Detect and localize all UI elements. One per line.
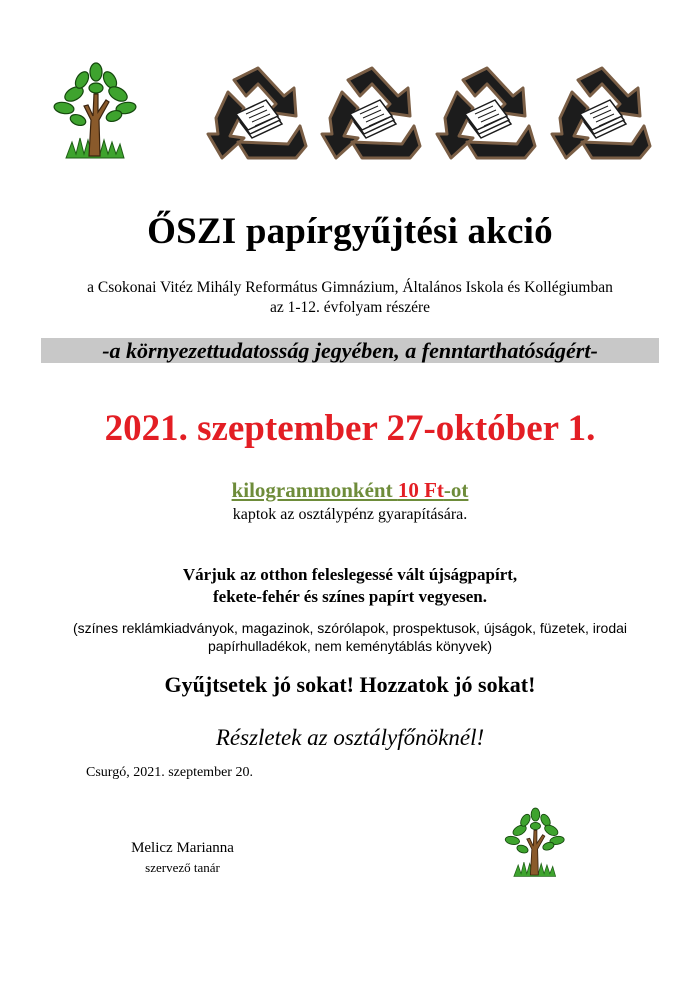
details-note: Részletek az osztályfőnöknél!	[215, 725, 485, 750]
motto-banner: -a környezettudatosság jegyében, a fenntarthatóságért-	[41, 338, 659, 363]
wanted-line-1: Várjuk az otthon feleslegessé vált újságpapírt,	[182, 565, 518, 584]
signature-role: szervező tanár	[145, 860, 220, 875]
tree-icon	[498, 798, 570, 880]
recycle-icon	[548, 62, 654, 162]
examples-line-2: papírhulladékok, nem keménytáblás könyvek)	[207, 638, 493, 654]
reward-suffix: -ot	[443, 478, 469, 502]
place-date: Csurgó, 2021. szeptember 20.	[86, 765, 253, 780]
recycle-icon	[204, 62, 310, 162]
recycle-icon	[318, 62, 424, 162]
wanted-line-2: fekete-fehér és színes papírt vegyesen.	[213, 587, 487, 606]
reward-prefix: kilogrammonként	[231, 478, 398, 502]
signature-name: Melicz Marianna	[131, 840, 234, 856]
examples-line-1: (színes reklámkiadványok, magazinok, szórólapok, prospektusok, újságok, füzetek, irodai	[72, 620, 628, 636]
recycle-icon	[433, 62, 539, 162]
subtitle-grades: az 1-12. évfolyam részére	[269, 299, 431, 316]
reward-line	[0, 478, 700, 503]
subtitle-school: a Csokonai Vitéz Mihály Református Gimnázium, Általános Iskola és Kollégiumban	[87, 279, 613, 296]
tree-icon	[44, 50, 144, 162]
reward-amount: 10 Ft	[397, 478, 444, 502]
page-title: ŐSZI papírgyűjtési akció	[147, 211, 553, 252]
event-date: 2021. szeptember 27-október 1.	[104, 408, 596, 449]
slogan: Gyűjtsetek jó sokat! Hozzatok jó sokat!	[164, 672, 536, 697]
reward-description: kaptok az osztálypénz gyarapítására.	[232, 506, 468, 523]
